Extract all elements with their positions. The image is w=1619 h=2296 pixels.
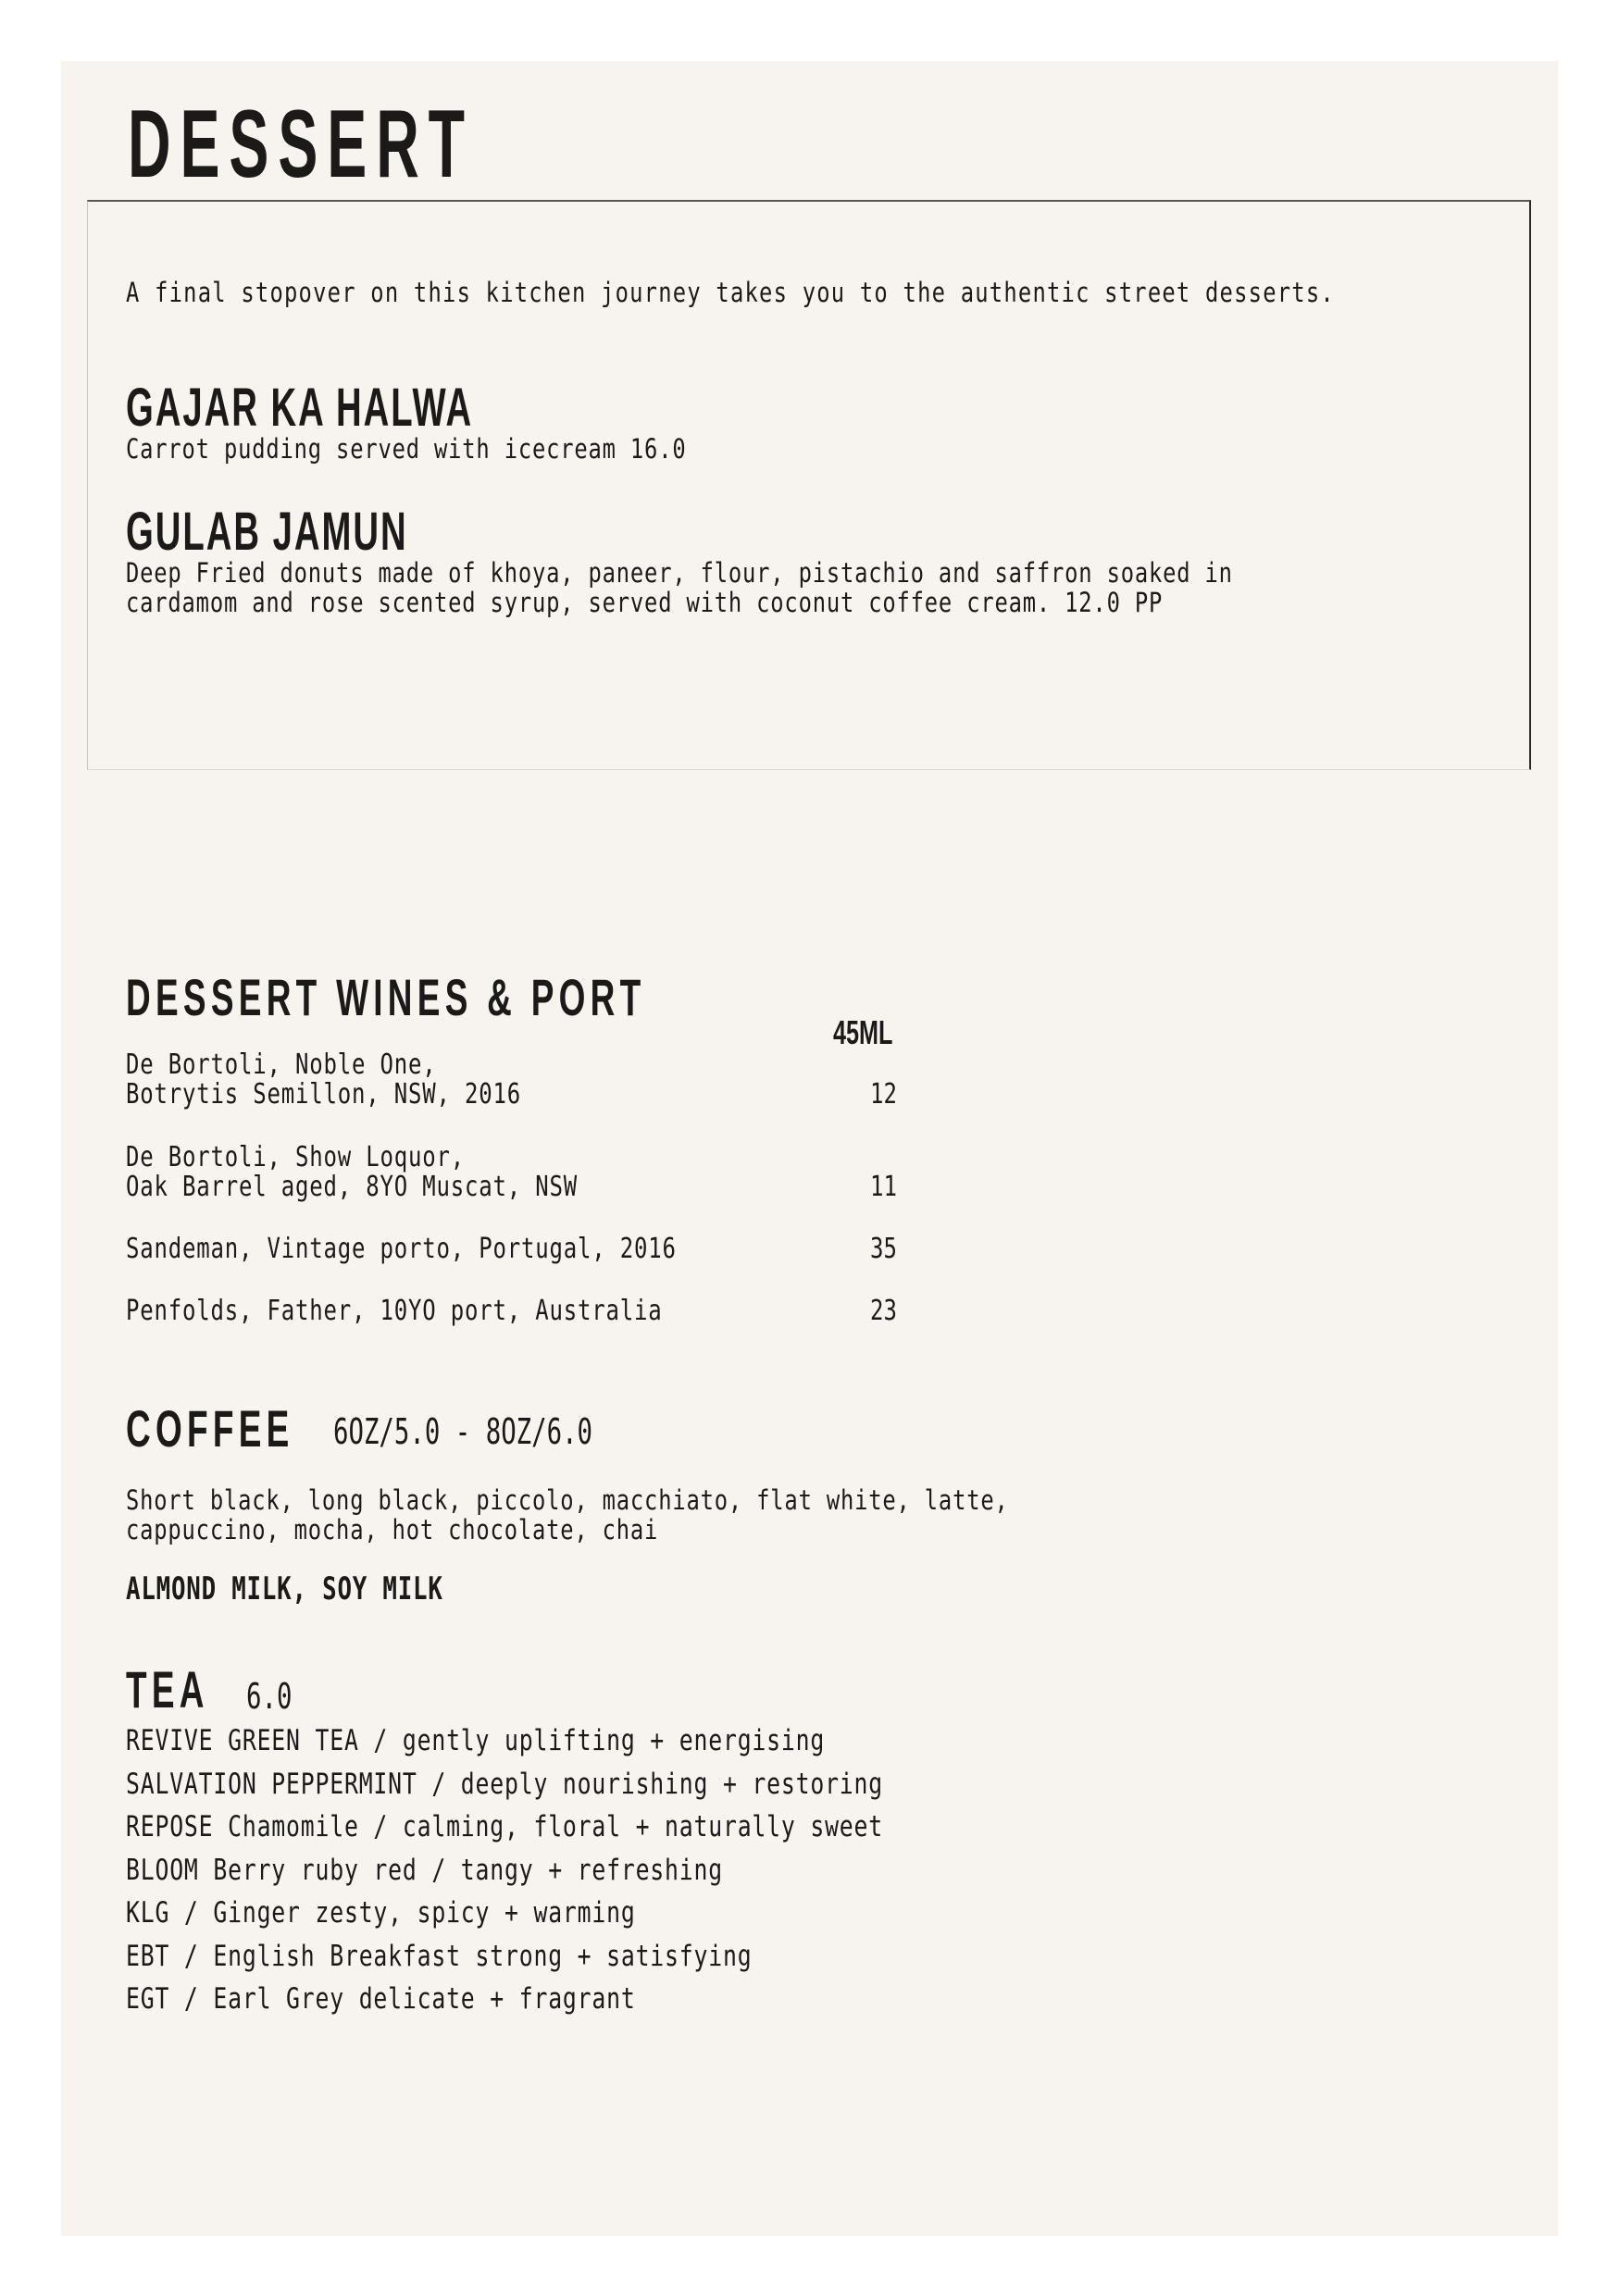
page-title: DESSERT — [128, 91, 474, 198]
wine-item-line: Botrytis Semillon, NSW, 2016 — [126, 1078, 521, 1111]
wines-heading: DESSERT WINES & PORT — [126, 968, 646, 1026]
wine-item-line: Penfolds, Father, 10YO port, Australia — [126, 1295, 663, 1327]
tea-price: 6.0 — [246, 1676, 293, 1717]
wine-size-label: 45ML — [833, 1013, 893, 1051]
wine-price: 23 — [870, 1295, 897, 1327]
coffee-description: cappuccino, mocha, hot chocolate, chai — [126, 1514, 659, 1545]
tea-item: KLG / Ginger zesty, spicy + warming — [126, 1896, 636, 1930]
coffee-heading: COFFEE — [126, 1399, 294, 1458]
dish-name: GAJAR KA HALWA — [126, 378, 474, 438]
tea-item: SALVATION PEPPERMINT / deeply nourishing + restoring — [126, 1768, 884, 1801]
tea-item: EGT / Earl Grey delicate + fragrant — [126, 1982, 636, 2016]
dish-description: Carrot pudding served with icecream 16.0 — [126, 433, 687, 465]
coffee-description: Short black, long black, piccolo, macchiato, flat white, latte, — [126, 1484, 1009, 1516]
coffee-price: 6OZ/5.0 - 8OZ/6.0 — [333, 1411, 593, 1452]
tea-item: BLOOM Berry ruby red / tangy + refreshing — [126, 1854, 723, 1887]
dish-name: GULAB JAMUN — [126, 502, 408, 562]
dessert-intro: A final stopover on this kitchen journey takes you to the authentic street desserts. — [126, 277, 1335, 308]
tea-item: EBT / English Breakfast strong + satisfying — [126, 1940, 753, 1973]
wine-price: 11 — [870, 1171, 897, 1203]
wine-item-line: De Bortoli, Noble One, — [126, 1049, 437, 1081]
wine-item-line: De Bortoli, Show Loquor, — [126, 1141, 465, 1173]
milk-options: ALMOND MILK, SOY MILK — [126, 1570, 443, 1607]
wine-price: 35 — [870, 1233, 897, 1265]
wine-price: 12 — [870, 1078, 897, 1111]
dish-description: Deep Fried donuts made of khoya, paneer, flour, pistachio and saffron soaked in — [126, 557, 1233, 589]
wine-item-line: Sandeman, Vintage porto, Portugal, 2016 — [126, 1233, 677, 1265]
tea-item: REVIVE GREEN TEA / gently uplifting + energising — [126, 1724, 826, 1757]
wine-item-line: Oak Barrel aged, 8YO Muscat, NSW — [126, 1171, 578, 1203]
tea-item: REPOSE Chamomile / calming, floral + naturally sweet — [126, 1810, 884, 1843]
dish-description: cardamom and rose scented syrup, served with coconut coffee cream. 12.0 PP — [126, 587, 1164, 618]
tea-heading: TEA — [126, 1660, 209, 1719]
